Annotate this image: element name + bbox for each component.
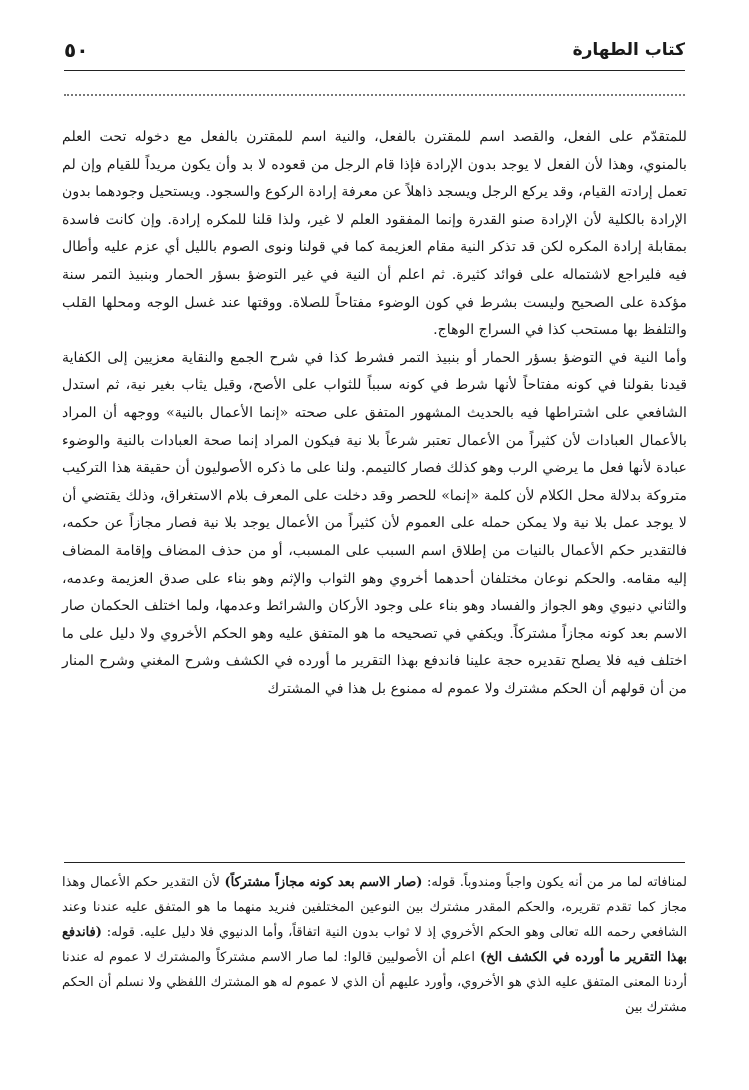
paragraph: للمتقدّم على الفعل، والقصد اسم للمقترن بالفعل، والنية اسم للمقترن بالفعل مع دخوله تحت العلم بالمنوي، وهذا لأن الفعل لا يوجد بدون الإرادة فإذا قام الرجل من قعوده لا بد وأن يكون مريداً للقيام وإن لم تعمل إرادته القيام، وقد يركع الرجل ويسجد ذاهلاً عن معرفة إرادة الركوع والسجود. ويستحيل وجودهما بدون الإرادة بالكلية لأن الإرادة صنو القدرة وإنما المفقود العلم لا غير، ولذا قلنا للمكره إرادة. وإن كانت فاسدة بمقابلة إرادة المكره لكن قد تذكر النية مقام العزيمة كما في قولنا ونوى الصوم بالليل أي عزم عليه وأطال فيه فليراجع لاشتماله على فوائد كثيرة. ثم اعلم أن النية في غير التوضؤ بسؤر الحمار وبنبيذ التمر سنة مؤكدة على الصحيح وليست بشرط في كون الوضوء مفتاحاً للصلاة. ووقتها عند غسل الوجه ومحلها القلب والتلفظ بها مستحب كذا في السراج الوهاج. bbox=[62, 129, 687, 339]
footnote-text: اعلم أن الأصوليين قالوا: لما صار الاسم مشتركاً والمشترك لا عموم له عندنا أردنا المعنى المتفق عليه الذي هو الأخروي، وأورد عليهم أن الذي لا عموم له هو المشترك اللفظي ولا نسلم أن الحكم مشترك بين bbox=[62, 950, 687, 1015]
footnote-text: لأن التقدير حكم الأعمال وهذا مجاز كما تقدم تقريره، والحكم المقدر مشترك بين النوعين المختلفين فنريد منهما ما هو المتفق عليه عندنا وعند الشافعي رحمه الله تعالى وهو الحكم الأخروي إذ لا ثواب بدون النية اتفاقاً، وأما الدنيوي فلا دليل عليه. قوله: bbox=[62, 875, 687, 940]
page-number: ٥٠ bbox=[64, 38, 89, 62]
footnote-quote: (فاندفع بهذا التقرير ما أورده في الكشف الخ) bbox=[62, 925, 687, 965]
page-header bbox=[64, 36, 685, 71]
paragraph: وأما النية في التوضؤ بسؤر الحمار أو بنبيذ التمر فشرط كذا في شرح الجمع والنقاية معزيين إلى الكفاية قيدنا بقولنا في كونه مفتاحاً لأنها شرط في كونه سبباً للثواب على الأصح، وقيل يثاب بغير نية، ثم استدل الشافعي على اشتراطها فيه بالحديث المشهور المتفق على صحته «إنما الأعمال بالنية» ووجهه أن المراد بالأعمال العبادات لأن كثيراً من الأعمال تعتبر شرعاً بلا نية فيكون المراد إنما صحة العبادات بالنية والوضوء عبادة لأنها فعل ما يرضي الرب وهو كذلك فصار كالتيمم. ولنا على ما ذكره الأصوليون أن حقيقة هذا التركيب متروكة بدلالة محل الكلام لأن كلمة «إنما» للحصر وقد دخلت على المعرف بلام الاستغراق، وذلك يقتضي أن لا يوجد عمل بلا نية ولا يمكن حمله على العموم لأن كثيراً من الأعمال يوجد بلا نية فصار مجازاً عن حكمه، فالتقدير حكم الأعمال بالنيات من إطلاق اسم السبب على المسبب، أو من حذف المضاف وإقامة المضاف إليه مقامه. والحكم نوعان مختلفان أحدهما أخروي وهو الثواب والإثم وهو بناء على صدق العزيمة وعدمه، والثاني دنيوي وهو الجواز والفساد وهو بناء على وجود الأركان والشرائط وعدمها، ولما اختلف الحكمان صار الاسم بعد كونه مجازاً مشتركاً. ويكفي في تصحيحه ما هو المتفق عليه وهو الحكم الأخروي ولا دليل على ما اختلف فيه فلا يصلح تقديره حجة علينا فاندفع بهذا التقرير ما أورده في الكشف وشرح المغني وشرح المنار من أن قولهم أن الحكم مشترك ولا عموم له ممنوع بل هذا في المشترك bbox=[62, 349, 687, 697]
footnote-separator bbox=[64, 862, 685, 863]
footnote-text: لمنافاته لما مر من أنه يكون واجباً ومندوباً. قوله: bbox=[422, 875, 688, 890]
footnote-quote: (صار الاسم بعد كونه مجازاً مشتركاً) bbox=[224, 875, 423, 890]
main-text bbox=[62, 124, 687, 703]
book-title: كتاب الطهارة bbox=[572, 40, 685, 60]
dotted-divider bbox=[64, 84, 685, 96]
footnote bbox=[62, 870, 687, 1020]
